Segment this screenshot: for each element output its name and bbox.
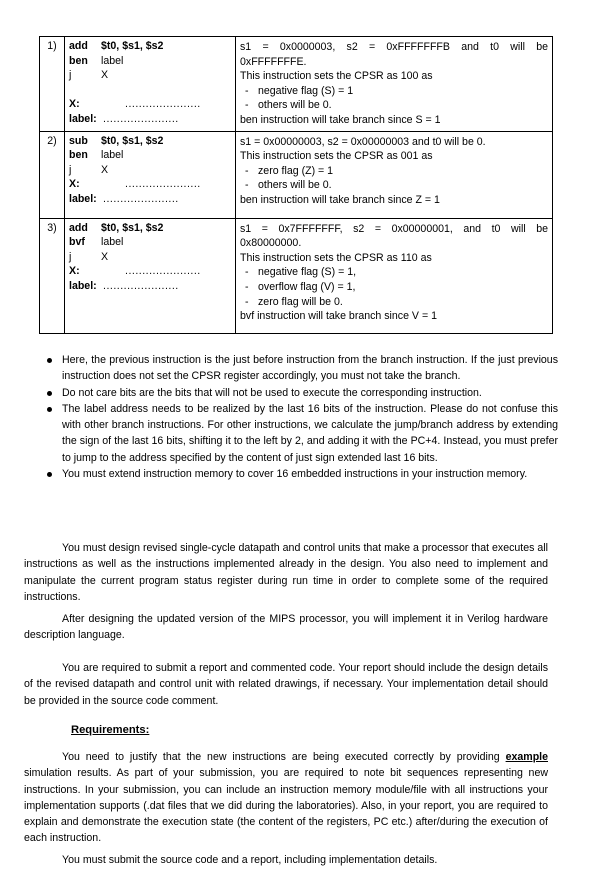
label-name: X:	[69, 265, 80, 278]
flag-item: - zero flag will be 0.	[240, 295, 548, 310]
flag-item: - negative flag (S) = 1,	[240, 265, 548, 280]
table-row	[40, 131, 553, 218]
example-word: example	[505, 751, 548, 763]
code-cell	[65, 218, 236, 333]
desc-line: This instruction sets the CPSR as 001 as	[240, 150, 433, 163]
flag-item: - overflow flag (V) = 1,	[240, 280, 548, 295]
req-text-a: You need to justify that the new instructions are being executed correctly by providing	[62, 751, 500, 763]
row-number: 2)	[40, 131, 65, 218]
opcode: j	[69, 69, 72, 82]
flag-item: - others will be 0.	[240, 98, 548, 113]
opcode: ben	[69, 54, 88, 67]
flag-item: - negative flag (S) = 1	[240, 84, 548, 99]
list-item: You must extend instruction memory to cover 16 embedded instructions in your instruction memory.	[47, 466, 558, 482]
code-cell	[65, 37, 236, 132]
dots: ......................	[125, 98, 201, 111]
paragraph-requirements	[24, 749, 548, 847]
desc-line: This instruction sets the CPSR as 110 as	[240, 251, 432, 264]
desc-line: s1 = 0x0000003, s2 = 0xFFFFFFFB and t0 will be	[240, 41, 548, 53]
table-row	[40, 37, 553, 132]
opcode: sub	[69, 134, 88, 147]
opcode: j	[69, 163, 72, 176]
paragraph-verilog: After designing the updated version of the MIPS processor, you will implement it in Verilog hardware description language.	[24, 613, 548, 642]
desc-line: This instruction sets the CPSR as 100 as	[240, 70, 433, 83]
req-text-b: simulation results. As part of your submission, you are required to note bit sequences representing new instructions. In your submission, you can include an instruction memory module/file with all instructions your implementation supports (.dat files that we did during the laboratories). Also, in your report, you are required to explain and demonstrate the execution state (the content of the registers, PC etc.) after/during the execution of each instruction.	[24, 767, 548, 845]
notes-bullet-list	[47, 352, 558, 482]
label-name: X:	[69, 178, 80, 191]
operands: $t0, $s1, $s2	[101, 134, 164, 147]
opcode: add	[69, 221, 88, 234]
desc-line: bvf instruction will take branch since V = 1	[240, 310, 437, 323]
desc-line: 0xFFFFFFFE.	[240, 55, 307, 68]
dots: ......................	[103, 192, 179, 205]
list-item: Here, the previous instruction is the just before instruction from the branch instruction. If the just previous instruction does not set the CPSR register accordingly, you must not take the branch.	[47, 352, 558, 385]
dots: ......................	[125, 178, 201, 191]
instruction-examples-table	[39, 36, 553, 334]
label-name: X:	[69, 98, 80, 111]
opcode: j	[69, 250, 72, 263]
description-cell	[236, 218, 553, 333]
opcode: add	[69, 40, 88, 52]
operands: $t0, $s1, $s2	[101, 40, 164, 52]
operands: X	[101, 69, 109, 82]
description-cell	[236, 131, 553, 218]
operands: $t0, $s1, $s2	[101, 221, 164, 234]
label-name: label:	[69, 112, 97, 125]
operands: X	[101, 163, 109, 176]
operands: label	[101, 54, 124, 67]
desc-line: ben instruction will take branch since S = 1	[240, 113, 441, 126]
list-item: Do not care bits are the bits that will not be used to execute the corresponding instruction.	[47, 385, 558, 401]
operands: label	[101, 236, 124, 249]
operands: label	[101, 149, 124, 162]
dots: ......................	[103, 112, 179, 125]
list-item: The label address needs to be realized by the last 16 bits of the instruction. Please do not confuse this with other branch instructions. For other instructions, we calculate the jump/branch address by extending the sign of the last 16 bits, shifting it to the left by 2, and adding it with the PC+4. Instead, you must prefer to jump to the address specified by the content of just sign extended last 16 bits.	[47, 401, 558, 466]
label-name: label:	[69, 192, 97, 205]
row-number: 3)	[40, 218, 65, 333]
label-name: label:	[69, 279, 97, 292]
requirements-heading: Requirements:	[71, 724, 150, 736]
description-cell	[236, 37, 553, 132]
opcode: bvf	[69, 236, 85, 249]
row-number: 1)	[40, 37, 65, 132]
desc-line: s1 = 0x7FFFFFFF, s2 = 0x00000001, and t0 will be	[240, 222, 548, 235]
opcode: ben	[69, 149, 88, 162]
desc-line: 0x80000000.	[240, 237, 302, 250]
flag-item: - zero flag (Z) = 1	[240, 164, 548, 179]
flag-item: - others will be 0.	[240, 178, 548, 193]
table-row	[40, 218, 553, 333]
paragraph-submit: You must submit the source code and a report, including implementation details.	[62, 854, 438, 866]
desc-line: s1 = 0x00000003, s2 = 0x00000003 and t0 will be 0.	[240, 135, 486, 148]
operands: X	[101, 250, 109, 263]
code-cell	[65, 131, 236, 218]
desc-line: ben instruction will take branch since Z = 1	[240, 193, 440, 206]
dots: ......................	[103, 279, 179, 292]
paragraph-report: You are required to submit a report and commented code. Your report should include the design details of the revised datapath and control unit with related drawings, if necessary. Your implementation detail should be provided in the source code comment.	[24, 662, 548, 707]
paragraph-design: You must design revised single-cycle datapath and control units that make a processor that executes all instructions as well as the instructions implemented already in the design. You also need to implement and manipulate the current program status register during run time in order to complete some of the required instructions.	[24, 542, 548, 603]
dots: ......................	[125, 265, 201, 278]
